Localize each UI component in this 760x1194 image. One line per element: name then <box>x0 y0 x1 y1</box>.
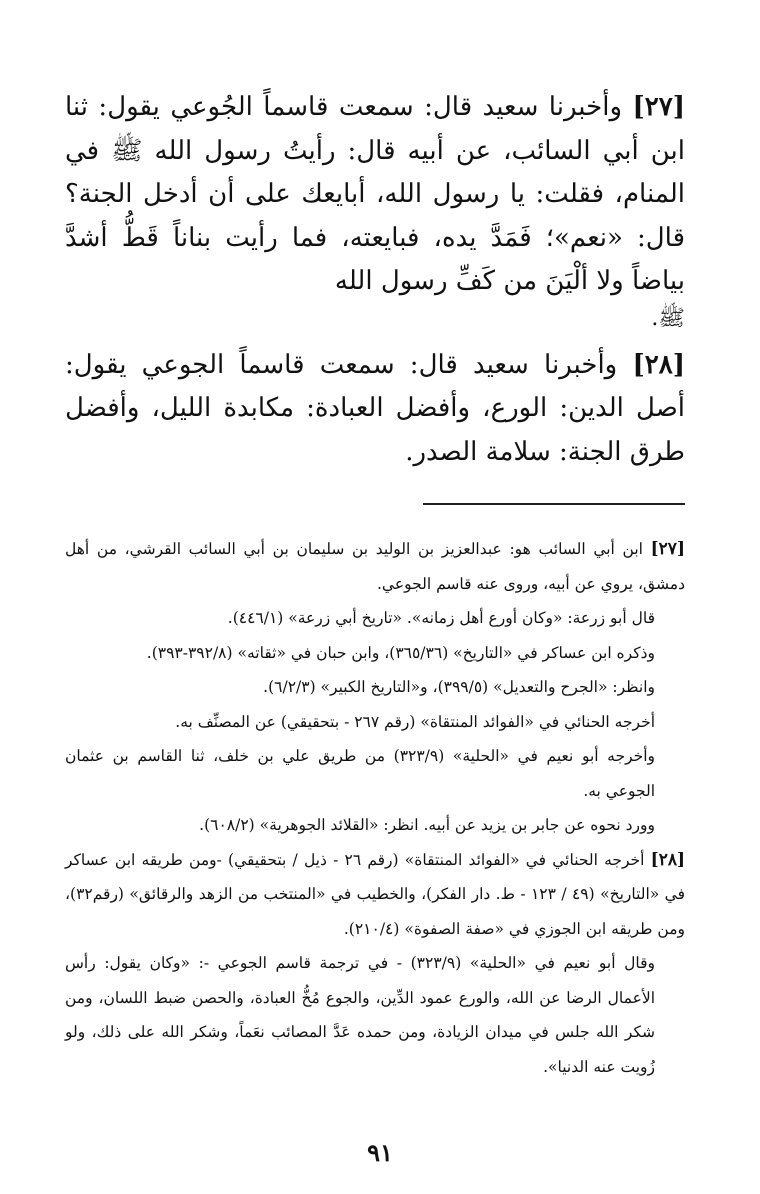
paragraph-text: وأخبرنا سعيد قال: سمعت قاسماً الجُوعي يقول: ثنا ابن أبي السائب، عن أبيه قال: رأيتُ رسول الله ﷺ في المنام، فقلت: يا رسول الله، أبايعك على أن أدخل الجنة؟ قال: «نعم»؛ فَمَدَّ يده، فبايعته، فما رأيت بناناً قَطُّ أشدَّ بياضاً ولا ألْيَنَ من كَفِّ رسول الله <box>65 92 685 296</box>
footnotes <box>65 532 685 1084</box>
footnote-27-line: قال أبو زرعة: «وكان أورع أهل زمانه». «تاريخ أبي زرعة» (٤٤٦/١). <box>227 609 655 627</box>
footnote-28-line <box>65 843 685 947</box>
paragraph-27 <box>65 86 685 334</box>
footnote-separator <box>423 503 685 505</box>
page-number: ٩١ <box>367 1138 393 1167</box>
paragraph-text: وأخبرنا سعيد قال: سمعت قاسماً الجوعي يقول: أصل الدين: الورع، وأفضل العبادة: مكابدة الليل، وأفضل طرق الجنة: سلامة الصدر. <box>65 349 685 467</box>
footnote-number: [٢٧] <box>650 539 685 559</box>
footnote-text: أخرجه الحنائي في «الفوائد المنتقاة» (رقم ٢٦ - ذيل / بتحقيقي) -ومن طريقه ابن عساكر في «التاريخ» (٤٩ / ١٢٣ - ط. دار الفكر)، والخطيب في «المنتخب من الزهد والرقائق» (رقم٣٢)، ومن طريقه ابن الجوزي في «صفة الصفوة» (٢١٠/٤). <box>65 850 686 938</box>
entry-number: [٢٨] <box>632 349 685 380</box>
footnote-27-line: أخرجه الحنائي في «الفوائد المنتقاة» (رقم ٢٦٧ - بتحقيقي) عن المصنِّف به. <box>175 712 655 731</box>
paragraph-28 <box>65 344 685 475</box>
footnote-text: ابن أبي السائب هو: عبدالعزيز بن الوليد بن سليمان بن أبي السائب القرشي، من أهل دمشق، يروي عن أبيه، وروى عنه قاسم الجوعي. <box>65 540 685 593</box>
footnote-27-line: وذكره ابن عساكر في «التاريخ» (٣٦٥/٣٦)، وابن حبان في «ثقاته» (٣٩٢/٨-٣٩٣). <box>146 643 655 662</box>
footnote-27-line <box>65 532 685 601</box>
footnote-number: [٢٨] <box>650 849 685 870</box>
footnote-27-line: وورد نحوه عن جابر بن يزيد عن أبيه. انظر: «القلائد الجوهرية» (٦٠٨/٢). <box>199 816 655 834</box>
entry-number: [٢٧] <box>632 92 686 122</box>
footnote-28-line: وقال أبو نعيم في «الحلية» (٣٢٣/٩) - في ترجمة قاسم الجوعي -: «وكان يقول: رأس الأعمال الرضا عن الله، والورع عمود الدِّين، والجوع مُخُّ العبادة، والحصن ضبط اللسان، ومن شكر الله جلس في ميدان الزيادة، ومن حمده عَدَّ المصائب نعَماً، وشكر الله على ذلك، ولو زُويت عنه الدنيا». <box>65 954 656 1076</box>
footnote-27-line: وانظر: «الجرح والتعديل» (٣٩٩/٥)، و«التاريخ الكبير» (٦/٢/٣). <box>263 678 655 696</box>
main-text <box>65 86 685 484</box>
footnote-27-line: وأخرجه أبو نعيم في «الحلية» (٣٢٣/٩) من طريق علي بن خلف، ثنا القاسم بن عثمان الجوعي به. <box>65 747 656 800</box>
salutation-mark: ﷺ. <box>651 305 685 331</box>
